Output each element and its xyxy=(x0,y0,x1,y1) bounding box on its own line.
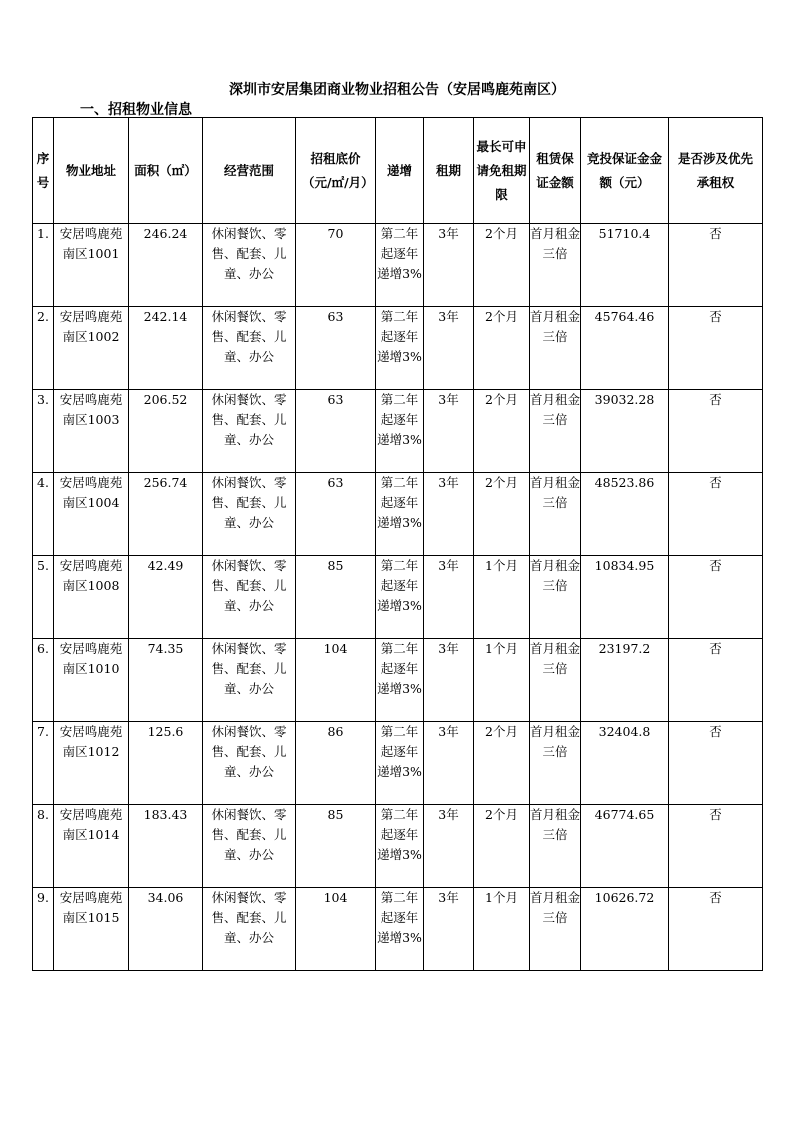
cell-increase: 第二年起逐年递增3% xyxy=(376,390,424,473)
cell-term: 3年 xyxy=(424,805,474,888)
cell-free-period: 2个月 xyxy=(474,307,530,390)
header-bid-deposit: 竞投保证金金额（元） xyxy=(581,118,669,224)
cell-area: 206.52 xyxy=(129,390,203,473)
cell-priority: 否 xyxy=(669,556,763,639)
cell-free-period: 1个月 xyxy=(474,639,530,722)
cell-increase: 第二年起逐年递增3% xyxy=(376,224,424,307)
cell-price: 63 xyxy=(296,390,376,473)
header-free-period: 最长可申请免租期限 xyxy=(474,118,530,224)
table-row xyxy=(33,888,763,971)
cell-term: 3年 xyxy=(424,639,474,722)
cell-increase: 第二年起逐年递增3% xyxy=(376,473,424,556)
cell-address: 安居鸣鹿苑南区1004 xyxy=(54,473,129,556)
header-price: 招租底价（元/㎡/月） xyxy=(296,118,376,224)
cell-increase: 第二年起逐年递增3% xyxy=(376,805,424,888)
section-heading: 一、招租物业信息 xyxy=(80,102,192,118)
cell-scope: 休闲餐饮、零售、配套、儿童、办公 xyxy=(203,390,296,473)
cell-deposit: 首月租金三倍 xyxy=(530,307,581,390)
cell-free-period: 1个月 xyxy=(474,888,530,971)
cell-deposit: 首月租金三倍 xyxy=(530,888,581,971)
cell-no: 1. xyxy=(33,224,54,307)
cell-area: 42.49 xyxy=(129,556,203,639)
cell-priority: 否 xyxy=(669,390,763,473)
cell-address: 安居鸣鹿苑南区1003 xyxy=(54,390,129,473)
cell-priority: 否 xyxy=(669,805,763,888)
header-term: 租期 xyxy=(424,118,474,224)
cell-bid-deposit: 45764.46 xyxy=(581,307,669,390)
header-address: 物业地址 xyxy=(54,118,129,224)
cell-scope: 休闲餐饮、零售、配套、儿童、办公 xyxy=(203,473,296,556)
cell-term: 3年 xyxy=(424,390,474,473)
cell-area: 246.24 xyxy=(129,224,203,307)
cell-scope: 休闲餐饮、零售、配套、儿童、办公 xyxy=(203,639,296,722)
cell-bid-deposit: 10626.72 xyxy=(581,888,669,971)
cell-term: 3年 xyxy=(424,307,474,390)
cell-deposit: 首月租金三倍 xyxy=(530,639,581,722)
cell-address: 安居鸣鹿苑南区1002 xyxy=(54,307,129,390)
cell-area: 34.06 xyxy=(129,888,203,971)
cell-no: 9. xyxy=(33,888,54,971)
cell-increase: 第二年起逐年递增3% xyxy=(376,639,424,722)
cell-increase: 第二年起逐年递增3% xyxy=(376,556,424,639)
cell-priority: 否 xyxy=(669,722,763,805)
cell-free-period: 2个月 xyxy=(474,473,530,556)
cell-priority: 否 xyxy=(669,639,763,722)
cell-bid-deposit: 46774.65 xyxy=(581,805,669,888)
cell-priority: 否 xyxy=(669,473,763,556)
cell-increase: 第二年起逐年递增3% xyxy=(376,888,424,971)
cell-area: 125.6 xyxy=(129,722,203,805)
table-body xyxy=(33,224,763,971)
cell-area: 183.43 xyxy=(129,805,203,888)
cell-no: 2. xyxy=(33,307,54,390)
cell-bid-deposit: 48523.86 xyxy=(581,473,669,556)
cell-deposit: 首月租金三倍 xyxy=(530,390,581,473)
cell-no: 7. xyxy=(33,722,54,805)
header-deposit: 租赁保证金额 xyxy=(530,118,581,224)
cell-address: 安居鸣鹿苑南区1014 xyxy=(54,805,129,888)
cell-no: 3. xyxy=(33,390,54,473)
cell-price: 85 xyxy=(296,805,376,888)
cell-priority: 否 xyxy=(669,224,763,307)
document-title: 深圳市安居集团商业物业招租公告（安居鸣鹿苑南区） xyxy=(229,82,565,98)
cell-bid-deposit: 51710.4 xyxy=(581,224,669,307)
cell-priority: 否 xyxy=(669,888,763,971)
cell-scope: 休闲餐饮、零售、配套、儿童、办公 xyxy=(203,556,296,639)
header-area: 面积（㎡） xyxy=(129,118,203,224)
table-row xyxy=(33,473,763,556)
table-row xyxy=(33,722,763,805)
cell-scope: 休闲餐饮、零售、配套、儿童、办公 xyxy=(203,805,296,888)
cell-deposit: 首月租金三倍 xyxy=(530,224,581,307)
cell-free-period: 2个月 xyxy=(474,224,530,307)
cell-free-period: 2个月 xyxy=(474,722,530,805)
table-row xyxy=(33,805,763,888)
cell-no: 6. xyxy=(33,639,54,722)
cell-price: 63 xyxy=(296,473,376,556)
table-row xyxy=(33,307,763,390)
cell-deposit: 首月租金三倍 xyxy=(530,556,581,639)
cell-bid-deposit: 10834.95 xyxy=(581,556,669,639)
cell-price: 104 xyxy=(296,888,376,971)
cell-term: 3年 xyxy=(424,888,474,971)
cell-term: 3年 xyxy=(424,473,474,556)
cell-deposit: 首月租金三倍 xyxy=(530,473,581,556)
cell-address: 安居鸣鹿苑南区1012 xyxy=(54,722,129,805)
cell-scope: 休闲餐饮、零售、配套、儿童、办公 xyxy=(203,888,296,971)
cell-increase: 第二年起逐年递增3% xyxy=(376,722,424,805)
table-row xyxy=(33,639,763,722)
header-scope: 经营范围 xyxy=(203,118,296,224)
cell-price: 70 xyxy=(296,224,376,307)
cell-bid-deposit: 39032.28 xyxy=(581,390,669,473)
property-table xyxy=(32,117,763,971)
header-priority: 是否涉及优先承租权 xyxy=(669,118,763,224)
cell-term: 3年 xyxy=(424,722,474,805)
cell-price: 63 xyxy=(296,307,376,390)
cell-free-period: 1个月 xyxy=(474,556,530,639)
table-row xyxy=(33,390,763,473)
cell-priority: 否 xyxy=(669,307,763,390)
cell-deposit: 首月租金三倍 xyxy=(530,722,581,805)
cell-bid-deposit: 32404.8 xyxy=(581,722,669,805)
cell-area: 242.14 xyxy=(129,307,203,390)
cell-no: 5. xyxy=(33,556,54,639)
cell-address: 安居鸣鹿苑南区1015 xyxy=(54,888,129,971)
cell-area: 74.35 xyxy=(129,639,203,722)
cell-price: 85 xyxy=(296,556,376,639)
cell-free-period: 2个月 xyxy=(474,390,530,473)
cell-scope: 休闲餐饮、零售、配套、儿童、办公 xyxy=(203,224,296,307)
cell-address: 安居鸣鹿苑南区1008 xyxy=(54,556,129,639)
cell-term: 3年 xyxy=(424,556,474,639)
cell-address: 安居鸣鹿苑南区1001 xyxy=(54,224,129,307)
header-increase: 递增 xyxy=(376,118,424,224)
table-header-row xyxy=(33,118,763,224)
cell-address: 安居鸣鹿苑南区1010 xyxy=(54,639,129,722)
cell-area: 256.74 xyxy=(129,473,203,556)
cell-term: 3年 xyxy=(424,224,474,307)
cell-no: 4. xyxy=(33,473,54,556)
table-row xyxy=(33,224,763,307)
header-no: 序号 xyxy=(33,118,54,224)
cell-scope: 休闲餐饮、零售、配套、儿童、办公 xyxy=(203,307,296,390)
table-row xyxy=(33,556,763,639)
cell-deposit: 首月租金三倍 xyxy=(530,805,581,888)
cell-free-period: 2个月 xyxy=(474,805,530,888)
cell-price: 86 xyxy=(296,722,376,805)
cell-no: 8. xyxy=(33,805,54,888)
cell-price: 104 xyxy=(296,639,376,722)
cell-scope: 休闲餐饮、零售、配套、儿童、办公 xyxy=(203,722,296,805)
cell-bid-deposit: 23197.2 xyxy=(581,639,669,722)
cell-increase: 第二年起逐年递增3% xyxy=(376,307,424,390)
